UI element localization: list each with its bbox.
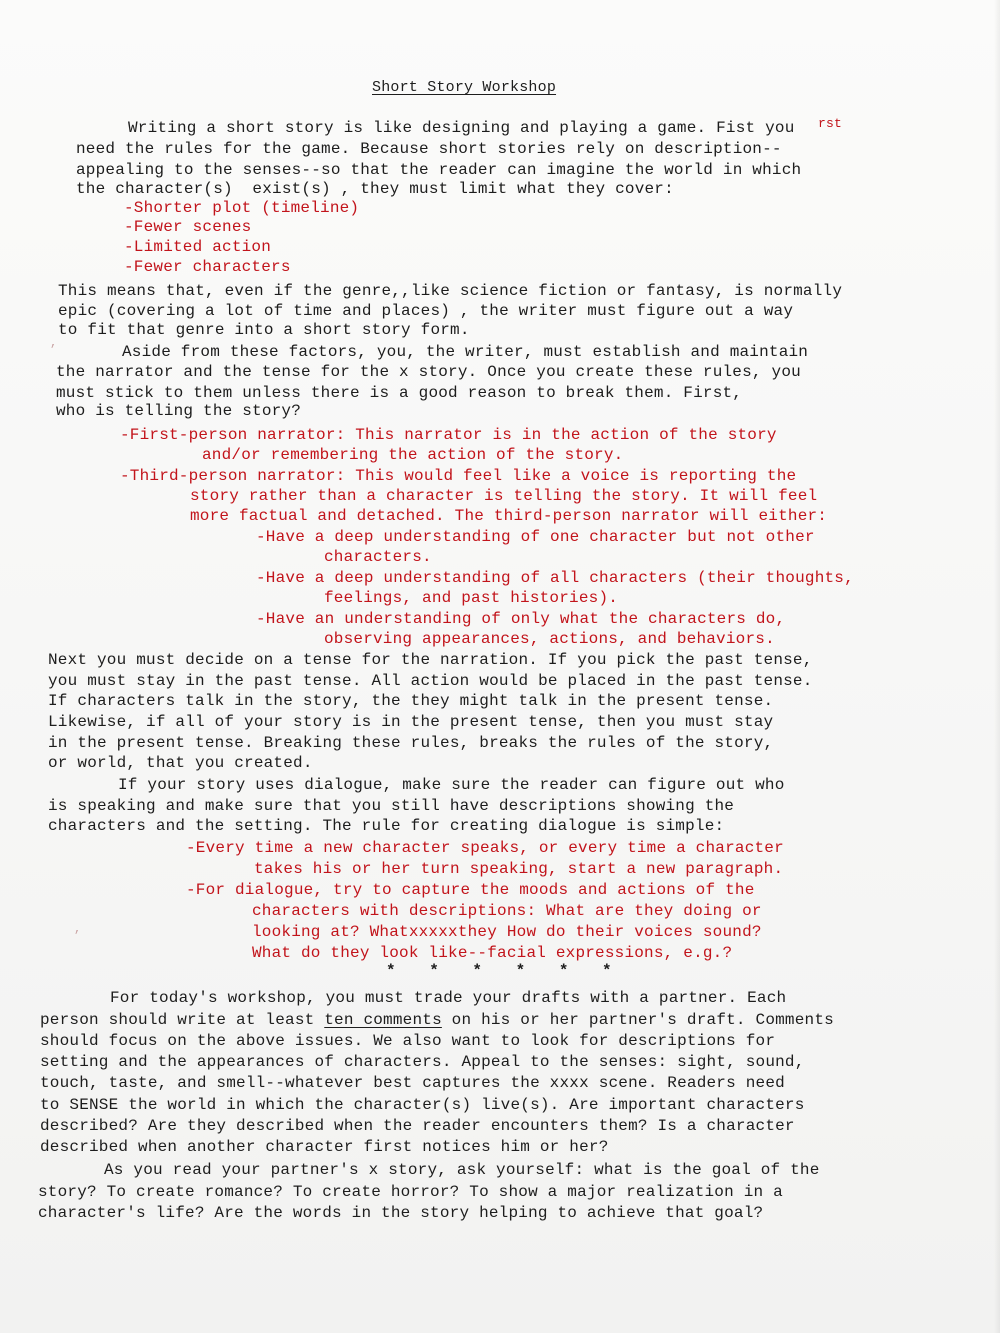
list-item: takes his or her turn speaking, start a new paragraph.: [254, 860, 784, 878]
list-item: story rather than a character is telling the story. It will feel: [190, 487, 818, 505]
list-item: -Have a deep understanding of all characters (their thoughts,: [256, 569, 854, 587]
list-item: feelings, and past histories).: [324, 589, 619, 607]
underlined-phrase: ten comments: [324, 1011, 442, 1029]
text-line: epic (covering a lot of time and places) , the writer must figure out a way: [58, 302, 794, 320]
list-item: -Shorter plot (timeline): [124, 199, 360, 217]
text-line: described when another character first notices him or her?: [40, 1138, 609, 1156]
text-line: Aside from these factors, you, the writer, must establish and maintain: [122, 343, 809, 361]
text-line: touch, taste, and smell--whatever best captures the xxxx scene. Readers need: [40, 1074, 785, 1092]
text-line: character's life? Are the words in the story helping to achieve that goal?: [38, 1204, 764, 1222]
text-line: As you read your partner's x story, ask yourself: what is the goal of the: [104, 1161, 820, 1179]
list-item: -Third-person narrator: This would feel like a voice is reporting the: [120, 467, 797, 485]
text-line: should focus on the above issues. We also want to look for descriptions for: [40, 1032, 776, 1050]
list-item: -Every time a new character speaks, or every time a character: [186, 839, 784, 857]
text-line: to SENSE the world in which the character(s) live(s). Are important characters: [40, 1096, 805, 1114]
text-fragment: on his or her partner's draft. Comments: [441, 1011, 834, 1029]
list-item: characters.: [324, 548, 432, 566]
list-item: What do they look like--facial expressions, e.g.?: [252, 944, 733, 962]
text-line: the character(s) exist(s) , they must limit what they cover:: [76, 180, 674, 198]
text-line: you must stay in the past tense. All action would be placed in the past tense.: [48, 672, 813, 690]
paper-edge-shadow: [994, 0, 1000, 1333]
list-item: characters with descriptions: What are they doing or: [252, 902, 762, 920]
text-line: If characters talk in the story, the they might talk in the present tense.: [48, 692, 774, 710]
list-item: looking at? Whatxxxxxthey How do their voices sound?: [252, 923, 762, 941]
list-item: -For dialogue, try to capture the moods and actions of the: [186, 881, 755, 899]
text-line: [40, 1010, 834, 1030]
list-item: -Have an understanding of only what the characters do,: [256, 610, 786, 628]
section-divider: * * * * * *: [386, 962, 624, 980]
text-line: appealing to the senses--so that the reader can imagine the world in which: [76, 161, 802, 179]
text-line: setting and the appearances of characters. Appeal to the senses: sight, sound,: [40, 1053, 805, 1071]
ink-speck: ,: [50, 336, 58, 350]
text-line: If your story uses dialogue, make sure the reader can figure out who: [118, 776, 785, 794]
list-item: -Limited action: [124, 238, 272, 256]
list-item: observing appearances, actions, and behaviors.: [324, 630, 775, 648]
list-item: -Fewer scenes: [124, 218, 252, 236]
text-line: need the rules for the game. Because short stories rely on description--: [76, 140, 782, 158]
text-line: the narrator and the tense for the x story. Once you create these rules, you: [56, 363, 801, 381]
document-title: Short Story Workshop: [372, 79, 557, 96]
text-line: must stick to them unless there is a good reason to break them. First,: [56, 384, 743, 402]
text-line: Likewise, if all of your story is in the present tense, then you must stay: [48, 713, 774, 731]
text-line: Writing a short story is like designing and playing a game. Fist you: [128, 119, 795, 137]
text-line: characters and the setting. The rule for creating dialogue is simple:: [48, 817, 725, 835]
list-item: -Fewer characters: [124, 258, 291, 276]
handwritten-correction: rst: [818, 116, 843, 131]
text-line: in the present tense. Breaking these rules, breaks the rules of the story,: [48, 734, 774, 752]
text-fragment: person should write at least: [40, 1011, 325, 1029]
list-item: -First-person narrator: This narrator is in the action of the story: [120, 426, 777, 444]
text-line: or world, that you created.: [48, 754, 313, 772]
text-line: is speaking and make sure that you still have descriptions showing the: [48, 797, 735, 815]
ink-speck: ,: [74, 922, 82, 936]
text-line: This means that, even if the genre,,like science fiction or fantasy, is normally: [58, 282, 843, 300]
text-line: who is telling the story?: [56, 402, 302, 420]
list-item: -Have a deep understanding of one character but not other: [256, 528, 815, 546]
text-line: story? To create romance? To create horror? To show a major realization in a: [38, 1183, 783, 1201]
text-line: For today's workshop, you must trade your drafts with a partner. Each: [110, 989, 787, 1007]
text-line: to fit that genre into a short story form.: [58, 321, 470, 339]
list-item: more factual and detached. The third-person narrator will either:: [190, 507, 828, 525]
text-line: Next you must decide on a tense for the narration. If you pick the past tense,: [48, 651, 813, 669]
text-line: described? Are they described when the reader encounters them? Is a character: [40, 1117, 795, 1135]
list-item: and/or remembering the action of the story.: [202, 446, 624, 464]
